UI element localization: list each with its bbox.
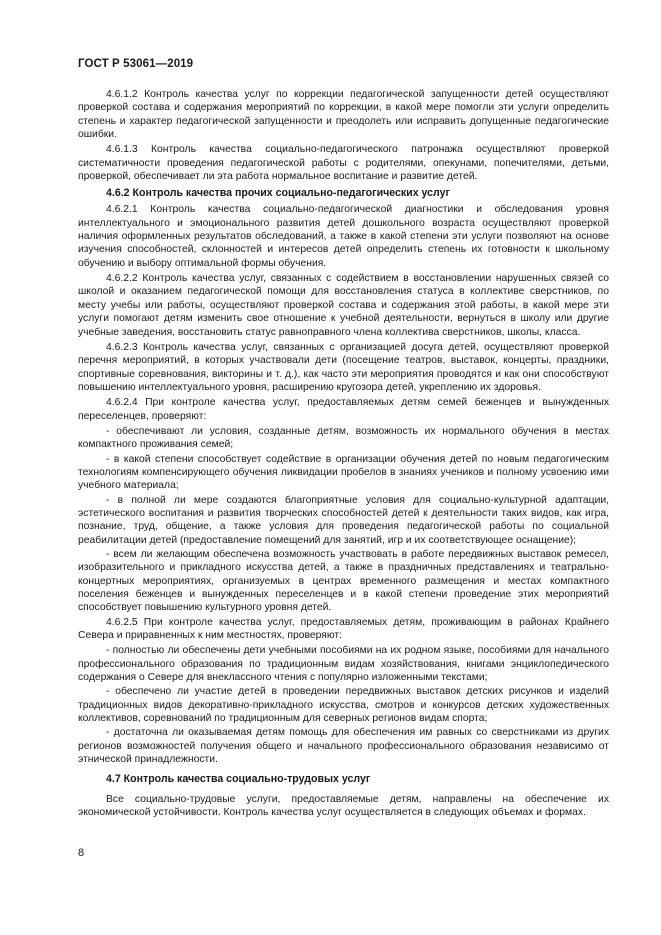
list-item: - всем ли желающим обеспечена возможность участвовать в работе передвижных выставок ремесел, изобразительного и прикладного искусства детей, а также в праздничных представлениях и театрально-концертных мероприятиях, организуемых в центрах временного размещения и местах компактного поселения беженцев и вынужденных переселенцев и в какой степени проведение этих мероприятий способствует повышению культурного уровня детей. <box>78 549 609 614</box>
section-heading: 4.7 Контроль качества социально-трудовых услуг <box>106 772 371 785</box>
document-body <box>78 88 609 821</box>
paragraph: 4.6.1.3 Контроль качества социально-педагогического патронажа осуществляют проверкой систематичности проведения педагогической работы с родителями, опекунами, попечителями, детьми, проверкой, обеспечивает ли эта работа нормальное воспитание и развитие детей. <box>78 144 609 183</box>
list-item: - в какой степени способствует содействие в организации обучения детей по новым педагогическим технологиям компенсирующего обучения ликвидации пробелов в знаниях учеников и полному усвоению ими учебного материала; <box>78 453 609 492</box>
paragraph: 4.6.2.3 Контроль качества услуг, связанных с организацией досуга детей, осуществляют проверкой перечня мероприятий, в которых участвовали дети (посещение театров, выставок, концерты, праздники, спортивные соревнования, викторины и т. д.), как часто эти мероприятия проводятся и как они способствуют повышению интеллектуального уровня, расширению кругозора детей, укреплению их здоровья. <box>78 341 609 393</box>
list-item: - обеспечено ли участие детей в проведении передвижных выставок детских рисунков и изделий традиционных видов декоративно-прикладного искусства, смотров и конкурсов детских художественных коллективов, соревнований по традиционным для северных регионов видам спорта; <box>78 686 609 725</box>
paragraph: 4.6.2.2 Контроль качества услуг, связанных с содействием в восстановлении нарушенных связей со школой и оказанием педагогической помощи для восстановления статуса в коллективе сверстников, по месту учебы или работы, осуществляют проверкой состава и содержания этой работы, в какой мере эти услуги помогают детям изменить свое отношение к учебной деятельности, вернуться в школу или другие учебные заведения, восстановить статус равноправного члена коллектива сверстников, школы, класса. <box>78 273 609 338</box>
list-item: - полностью ли обеспечены дети учебными пособиями на их родном языке, пособиями для начального профессионального образования по традиционным видам хозяйствования, книгами энциклопедического содержания о Севере для внеклассного чтения с популярно изложенными текстами; <box>78 645 609 684</box>
paragraph: 4.6.2.4 При контроле качества услуг, предоставляемых детям семей беженцев и вынужденных переселенцев, проверяют: <box>78 397 609 422</box>
paragraph: Все социально-трудовые услуги, предоставляемые детям, направлены на обеспечение их экономической устойчивости. Контроль качества услуг осуществляется в следующих объемах и формах. <box>78 793 609 818</box>
list-item: - обеспечивают ли условия, созданные детям, возможность их нормального обучения в местах компактного проживания семей; <box>78 425 609 451</box>
paragraph: 4.6.2.1 Контроль качества социально-педагогической диагностики и обследования уровня интеллектуального и эмоционального развития детей дошкольного возраста осуществляют проверкой наличия оформленных результатов обследований, а также в какой степени эти услуги позволяют на основе изучения способностей, склонностей и интересов детей определить степень их готовности к школьному обучению и выбору оптимальной формы обучения. <box>78 204 609 269</box>
list-item: - в полной ли мере создаются благоприятные условия для социально-культурной адаптации, эстетического воспитания и развития творческих способностей детей к деятельности таких видов, как игра, познание, труд, общение, а также условия для проведения педагогической работы по социальной реабилитации детей (предоставление помещений для занятий, игр и их соответствующее оснащение); <box>78 494 609 546</box>
document-header: ГОСТ Р 53061—2019 <box>78 58 194 70</box>
paragraph: 4.6.2.5 При контроле качества услуг, предоставляемых детям, проживающим в районах Крайнего Севера и приравненных к ним местностях, проверяют: <box>78 616 609 642</box>
list-item: - достаточна ли оказываемая детям помощь для обеспечения им равных со сверстниками из других регионов возможностей получения общего и начального профессионального образования независимо от этнической принадлежности. <box>78 727 609 766</box>
page-number: 8 <box>78 847 85 859</box>
section-heading: 4.6.2 Контроль качества прочих социально-педагогических услуг <box>106 187 450 200</box>
paragraph: 4.6.1.2 Контроль качества услуг по коррекции педагогической запущенности детей осуществляют проверкой состава и содержания мероприятий по коррекции, в какой мере помогли эти услуги определить степень и характер педагогической запущенности и преодолеть или исправить допущенные педагогические ошибки. <box>78 89 609 141</box>
